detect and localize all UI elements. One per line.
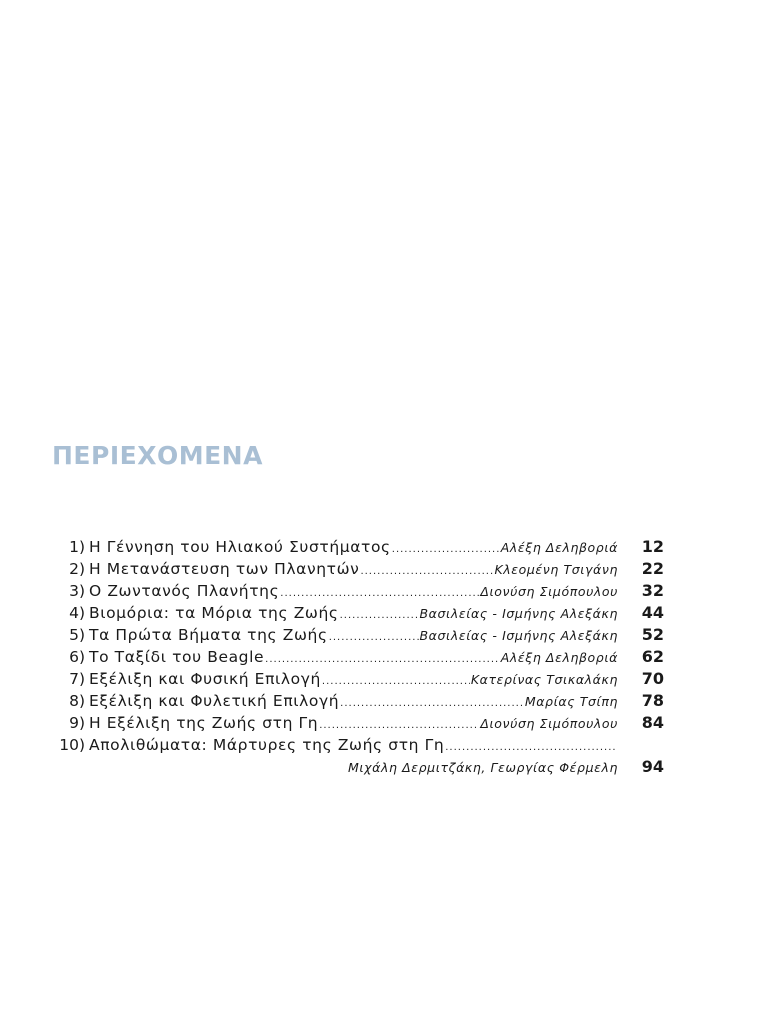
- entry-title: Τα Πρώτα Βήματα της Ζωής: [89, 626, 328, 644]
- entry-page: 62: [641, 647, 664, 666]
- entry-page: 22: [641, 559, 664, 578]
- toc-entry-9[interactable]: [52, 712, 664, 734]
- toc-entry-7[interactable]: [52, 668, 664, 690]
- entry-page: 84: [641, 713, 664, 732]
- entry-author: Βασιλείας - Ισμήνης Αλεξάκη: [419, 628, 618, 643]
- toc-entry-10[interactable]: [52, 734, 664, 756]
- entry-page: 94: [641, 757, 664, 776]
- entry-title: Η Μετανάστευση των Πλανητών: [89, 560, 360, 578]
- dot-leader: [445, 737, 617, 759]
- entry-author: Βασιλείας - Ισμήνης Αλεξάκη: [419, 606, 618, 621]
- dot-leader: [329, 627, 419, 649]
- entry-title: Η Εξέλιξη της Ζωής στη Γη: [89, 714, 319, 732]
- entry-title: Εξέλιξη και Φυσική Επιλογή: [89, 670, 321, 688]
- entry-title: Η Γέννηση του Ηλιακού Συστήματος: [89, 538, 391, 556]
- toc-entry-6[interactable]: [52, 646, 664, 668]
- table-of-contents: [52, 536, 664, 778]
- entry-author: Διονύση Σιμόπουλου: [480, 716, 618, 731]
- dot-leader: [340, 693, 524, 715]
- toc-entry-2[interactable]: [52, 558, 664, 580]
- toc-entry-4[interactable]: [52, 602, 664, 624]
- dot-leader: [340, 605, 419, 627]
- entry-page: 12: [641, 537, 664, 556]
- entry-author: Αλέξη Δεληβοριά: [500, 650, 618, 665]
- toc-entry-5[interactable]: [52, 624, 664, 646]
- entry-number: 10): [59, 736, 85, 754]
- toc-entry-3[interactable]: [52, 580, 664, 602]
- entry-title: Εξέλιξη και Φυλετική Επιλογή: [89, 692, 340, 710]
- entry-page: 78: [641, 691, 664, 710]
- entry-author: Διονύση Σιμόπουλου: [480, 584, 618, 599]
- entry-title: Βιομόρια: τα Μόρια της Ζωής: [89, 604, 339, 622]
- dot-leader: [322, 671, 470, 693]
- entry-number: 6): [69, 648, 85, 666]
- entry-page: 70: [641, 669, 664, 688]
- entry-number: 7): [69, 670, 85, 688]
- entry-author: Κατερίνας Τσικαλάκη: [470, 672, 618, 687]
- entry-number: 4): [69, 604, 85, 622]
- entry-page: 52: [641, 625, 664, 644]
- entry-author: Μιχάλη Δερμιτζάκη, Γεωργίας Φέρμελη: [347, 760, 618, 775]
- entry-number: 3): [69, 582, 85, 600]
- entry-author: Μαρίας Τσίπη: [524, 694, 618, 709]
- entry-number: 1): [69, 538, 85, 556]
- toc-entry-1[interactable]: [52, 536, 664, 558]
- toc-entry-8[interactable]: [52, 690, 664, 712]
- entry-number: 8): [69, 692, 85, 710]
- entry-number: 2): [69, 560, 85, 578]
- entry-title: Ο Ζωντανός Πλανήτης: [89, 582, 280, 600]
- entry-author: Κλεομένη Τσιγάνη: [494, 562, 618, 577]
- entry-title: Απολιθώματα: Μάρτυρες της Ζωής στη Γη: [89, 736, 445, 754]
- toc-entry-10-continuation[interactable]: [52, 756, 664, 778]
- entry-title: Το Ταξίδι του Beagle: [89, 648, 265, 666]
- entry-author: Αλέξη Δεληβοριά: [500, 540, 618, 555]
- entry-page: 44: [641, 603, 664, 622]
- toc-heading: ΠΕΡΙΕΧΟΜΕΝΑ: [52, 441, 263, 470]
- entry-number: 9): [69, 714, 85, 732]
- dot-leader: [392, 539, 500, 561]
- dot-leader: [360, 561, 493, 583]
- entry-number: 5): [69, 626, 85, 644]
- entry-page: 32: [641, 581, 664, 600]
